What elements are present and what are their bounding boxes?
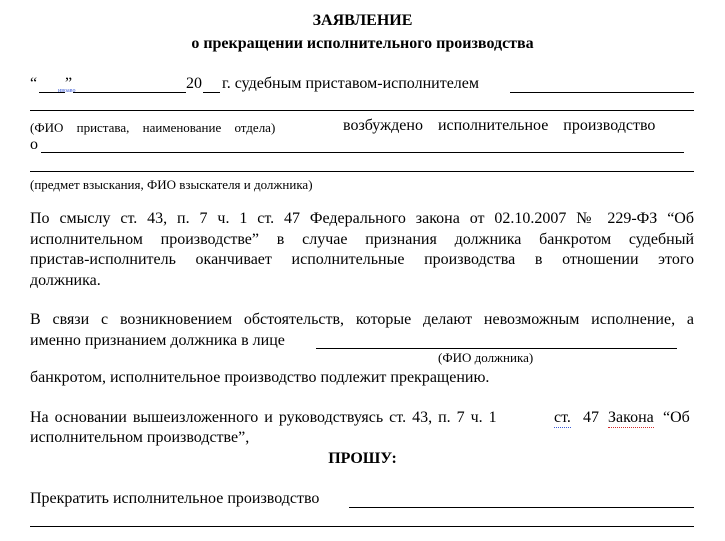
spellcheck-mark: ивоаво — [58, 88, 76, 94]
subject-blank[interactable] — [30, 171, 694, 172]
document-title: ЗАЯВЛЕНИЕ — [312, 12, 413, 29]
paragraph3-st: ст. — [554, 409, 571, 426]
paragraph1-line: По смыслу ст. 43, п. 7 ч. 1 ст. 47 Федерального закона от 02.10.2007 № 229-ФЗ “Об — [30, 210, 694, 227]
paragraph3-num: 47 — [583, 409, 599, 426]
year-prefix: 20 — [186, 75, 202, 92]
request-blank[interactable] — [349, 507, 694, 508]
initiated-text: возбуждено исполнительное производство — [343, 117, 656, 134]
month-blank[interactable] — [73, 92, 186, 93]
bailiff-label: г. судебным приставом-исполнителем — [222, 75, 479, 92]
debtor-hint: (ФИО должника) — [438, 350, 534, 365]
proceeding-blank[interactable] — [41, 152, 684, 153]
paragraph2-line3: банкротом, исполнительное производство подлежит прекращению. — [30, 369, 490, 386]
request-heading: ПРОШУ: — [328, 450, 397, 467]
bailiff-blank-2[interactable] — [30, 110, 694, 111]
paragraph3-end: “Об — [663, 409, 690, 426]
paragraph3-zakon: Закона — [608, 409, 654, 426]
open-quote: “ — [30, 75, 38, 92]
close-quote: ” — [65, 75, 73, 92]
debtor-blank[interactable] — [316, 348, 677, 349]
bailiff-hint: (ФИО пристава, наименование отдела) — [30, 120, 276, 135]
year-blank[interactable] — [203, 92, 220, 93]
paragraph2-line2: именно признанием должника в лице — [30, 332, 285, 349]
document-subtitle: о прекращении исполнительного производства — [191, 35, 534, 52]
bailiff-blank[interactable] — [510, 92, 694, 93]
paragraph1-last: должника. — [30, 272, 101, 289]
subject-hint: (предмет взыскания, ФИО взыскателя и должника) — [30, 177, 313, 192]
prefix-o: о — [30, 136, 38, 153]
paragraph3-line1-start: На основании вышеизложенного и руководствуясь ст. 43, п. 7 ч. 1 — [30, 409, 497, 426]
request-blank-2[interactable] — [30, 526, 694, 527]
paragraph1-line: исполнительном производстве” в случае признания должника банкротом судебный — [30, 231, 694, 248]
paragraph3-line2: исполнительном производстве”, — [30, 429, 250, 446]
paragraph1-line: пристав-исполнитель оканчивает исполнительные производства в отношении этого — [30, 251, 694, 268]
request-text: Прекратить исполнительное производство — [30, 490, 320, 507]
paragraph2-line1: В связи с возникновением обстоятельств, которые делают невозможным исполнение, а — [30, 311, 694, 328]
